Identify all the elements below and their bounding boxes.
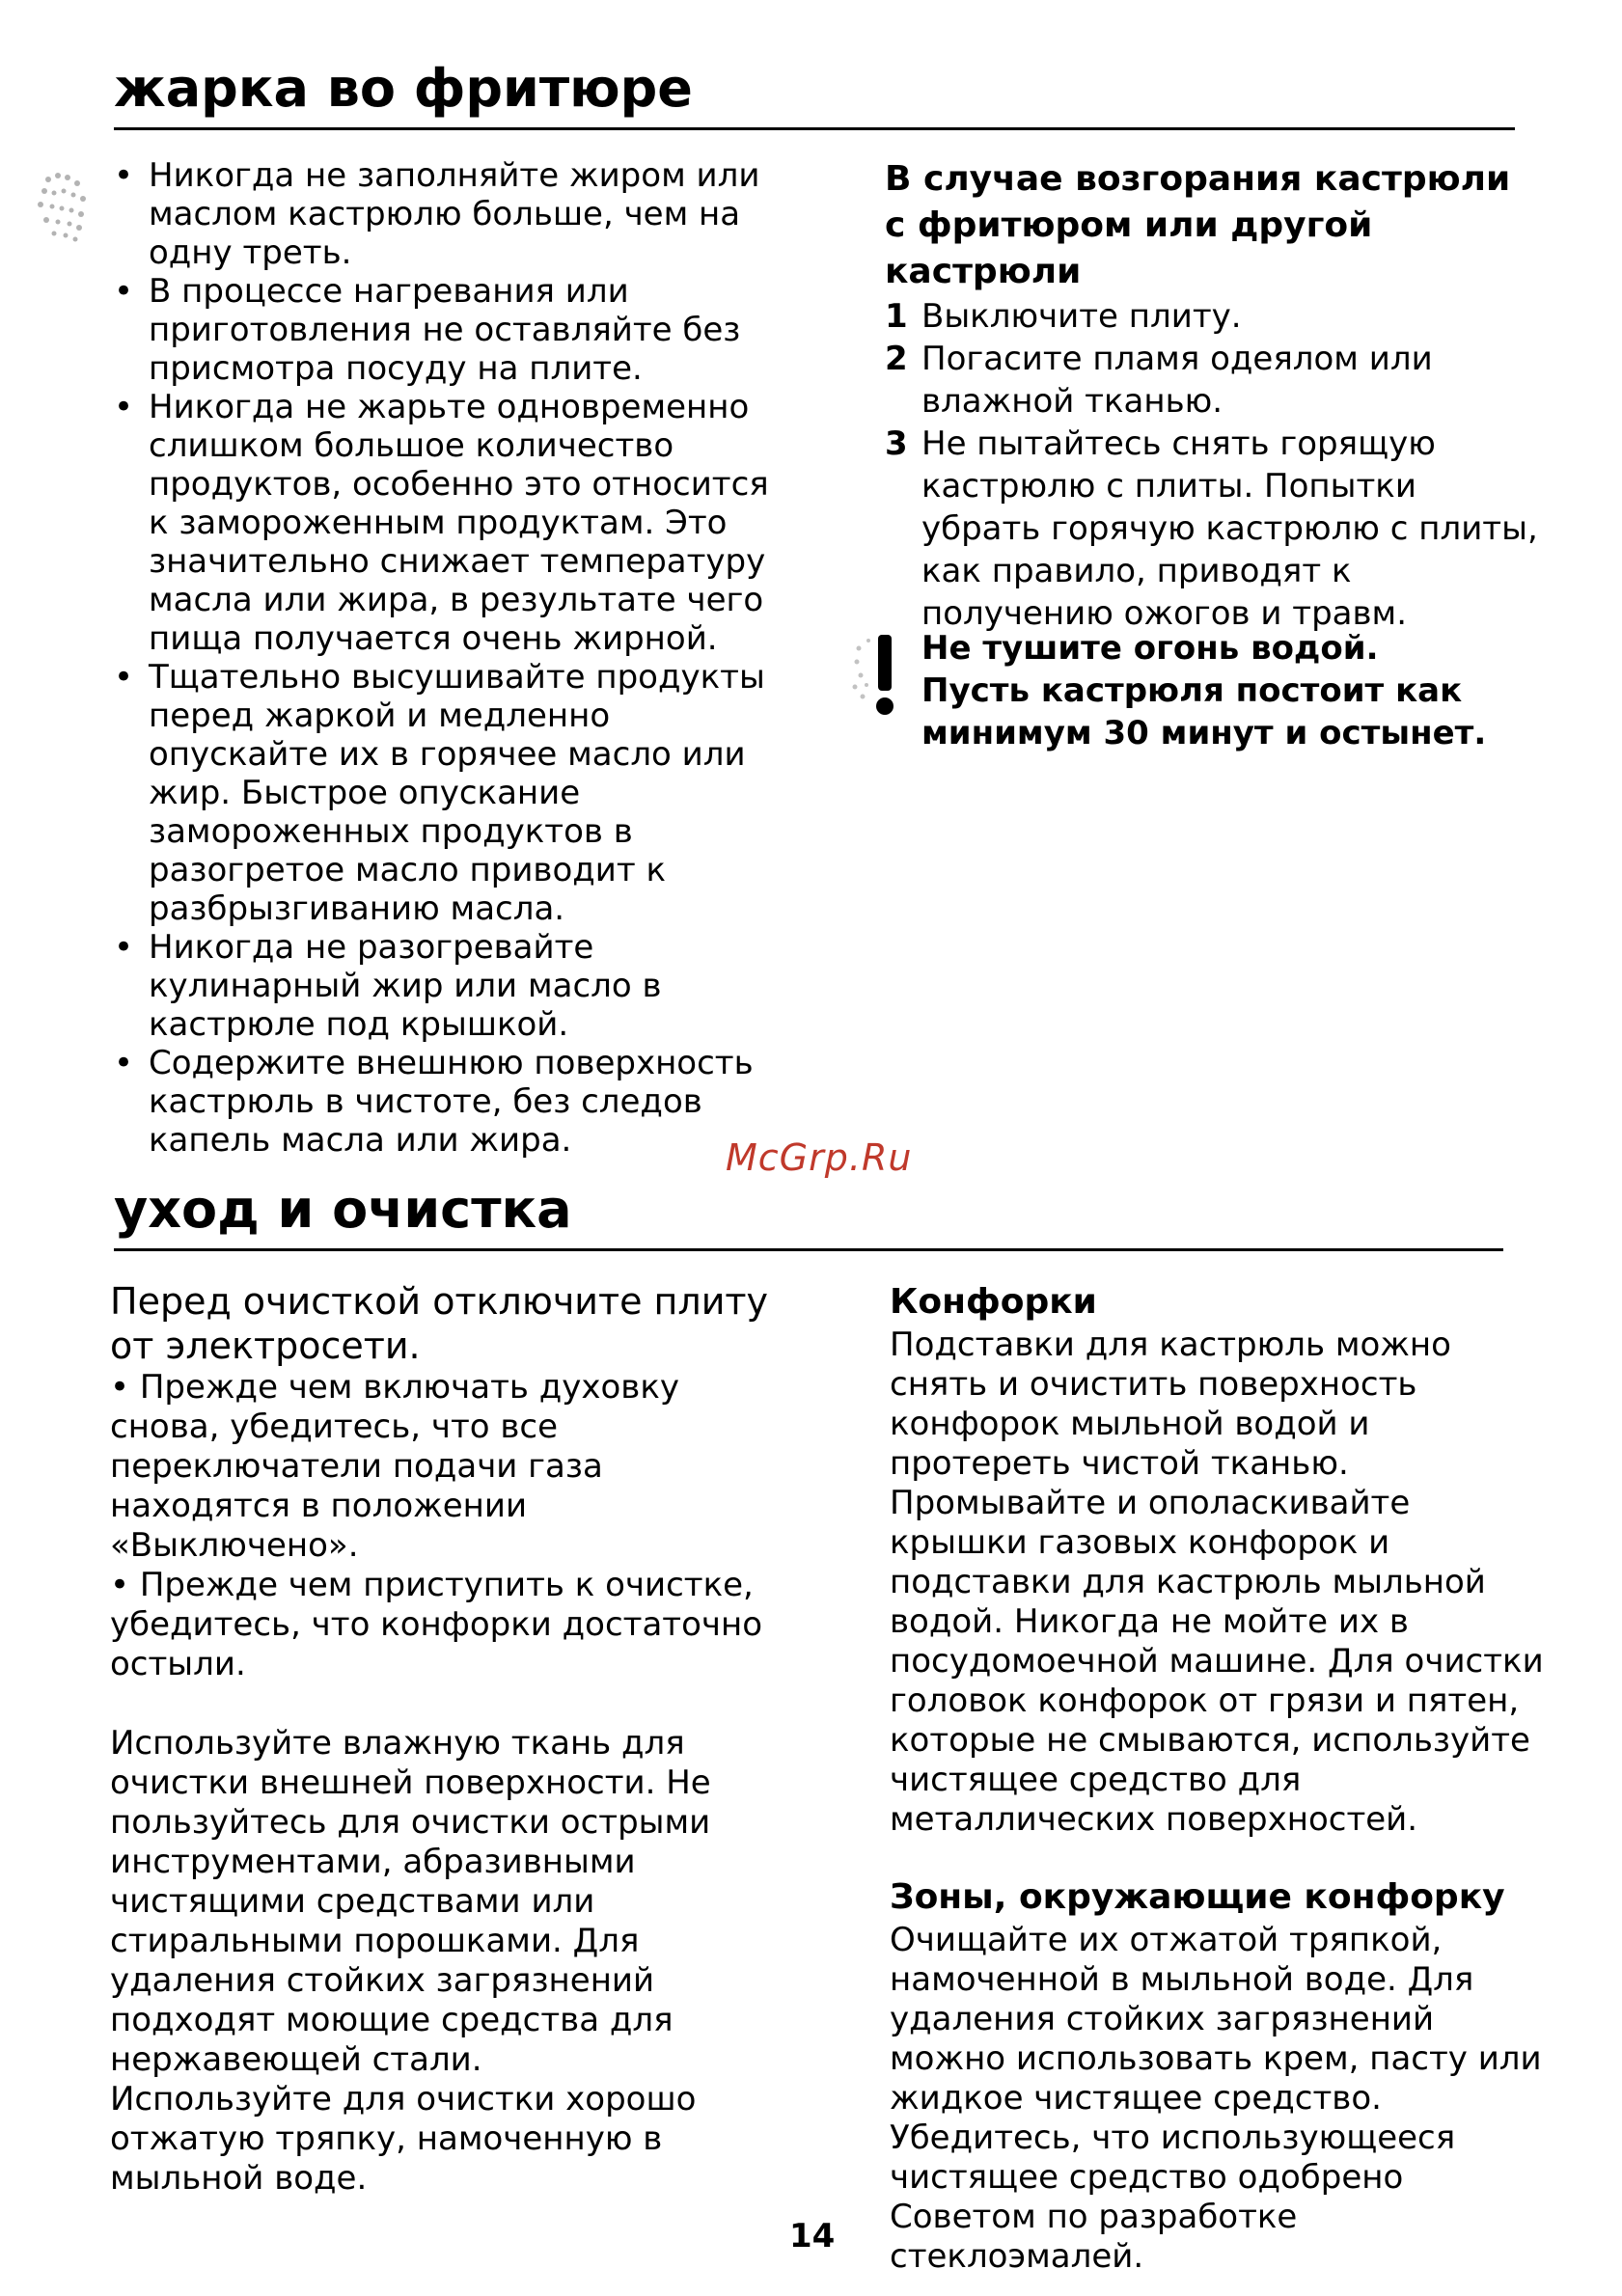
warning-exclamation-icon <box>849 629 907 722</box>
warning-line: Не тушите огонь водой. <box>921 629 1379 668</box>
burners-paragraph: Промывайте и ополаскивайте крышки газовых конфорок и подставки для кастрюль мыльной водой. Никогда не мойте их в посудомоечной машине. Для очистки головок конфорок от грязи и пятен, которые не смываются, используйте чистящее средство для металлических поверхностей. <box>890 1484 1544 1839</box>
list-item: • В процессе нагревания или приготовления не оставляйте без присмотра посуду на плите. <box>114 272 741 388</box>
warning-text <box>921 627 1486 754</box>
section-title-care-cleaning: уход и очистка <box>114 1179 572 1240</box>
list-item: • Никогда не заполняйте жиром или маслом кастрюлю больше, чем на одну треть. <box>114 156 760 272</box>
cleaning-left-column <box>110 1279 785 2199</box>
cleaning-bullet: • Прежде чем включать духовку снова, убедитесь, что все переключатели подачи газа находятся в положении «Выключено». <box>110 1368 680 1565</box>
watermark: McGrp.Ru <box>726 1136 913 1179</box>
list-item: 3 Не пытайтесь снять горящую кастрюлю с плиты. Попытки убрать горячую кастрюлю с плиты, как правило, приводят к получению ожогов и травм. <box>885 424 1538 633</box>
list-item: • Никогда не жарьте одновременно слишком большое количество продуктов, особенно это относится к замороженным продуктам. Это значительно снижает температуру масла или жира, в результате чего пища получается очень жирной. <box>114 388 769 658</box>
fire-instructions <box>885 156 1541 635</box>
warning-line: минимум 30 минут и остынет. <box>921 714 1487 752</box>
section-title-deep-frying: жарка во фритюре <box>114 58 693 119</box>
page-number: 14 <box>789 2217 836 2255</box>
zones-heading: Зоны, окружающие конфорку <box>890 1877 1505 1917</box>
cleaning-intro: Перед очисткой отключите плиту от электросети. <box>110 1280 769 1367</box>
fire-steps-list <box>885 295 1541 635</box>
burners-heading: Конфорки <box>890 1282 1097 1322</box>
section-divider <box>114 127 1515 130</box>
list-item: 2 Погасите пламя одеялом или влажной тканью. <box>885 340 1433 421</box>
cleaning-paragraph: Используйте для очистки хорошо отжатую тряпку, намоченную в мыльной воде. <box>110 2080 697 2198</box>
zones-paragraph: Очищайте их отжатой тряпкой, намоченной в мыльной воде. Для удаления стойких загрязнений можно использовать крем, пасту или жидкое чистящее средство. Убедитесь, что использующееся чистящее средство одобрено Советом по разработке стеклоэмалей. <box>890 1921 1542 2276</box>
cleaning-paragraph: Используйте влажную ткань для очистки внешней поверхности. Не пользуйтесь для очистки острыми инструментами, абразивными чистящими средствами или стиральными порошками. Для удаления стойких загрязнений подходят моющие средства для нержавеющей стали. <box>110 1724 711 2079</box>
list-item: 1 Выключите плиту. <box>885 297 1242 336</box>
fire-heading: В случае возгорания кастрюли с фритюром или другой кастрюли <box>885 159 1511 291</box>
list-item: • Тщательно высушивайте продукты перед жаркой и медленно опускайте их в горячее масло или жир. Быстрое опускание замороженных продуктов в разогретое масло приводит к разбрызгиванию масла. <box>114 658 765 928</box>
burners-paragraph: Подставки для кастрюль можно снять и очистить поверхность конфорок мыльной водой и протереть чистой тканью. <box>890 1326 1451 1483</box>
warning-line: Пусть кастрюля постоит как <box>921 671 1463 710</box>
deep-frying-bullet-list <box>114 156 770 1160</box>
section-divider <box>114 1248 1503 1251</box>
list-item: • Содержите внешнюю поверхность кастрюль в чистоте, без следов капель масла или жира. <box>114 1044 754 1160</box>
cleaning-right-column <box>890 1279 1546 2277</box>
list-item: • Никогда не разогревайте кулинарный жир или масло в кастрюле под крышкой. <box>114 928 662 1044</box>
hand-info-icon <box>29 166 98 247</box>
cleaning-bullet: • Прежде чем приступить к очистке, убедитесь, что конфорки достаточно остыли. <box>110 1566 763 1683</box>
